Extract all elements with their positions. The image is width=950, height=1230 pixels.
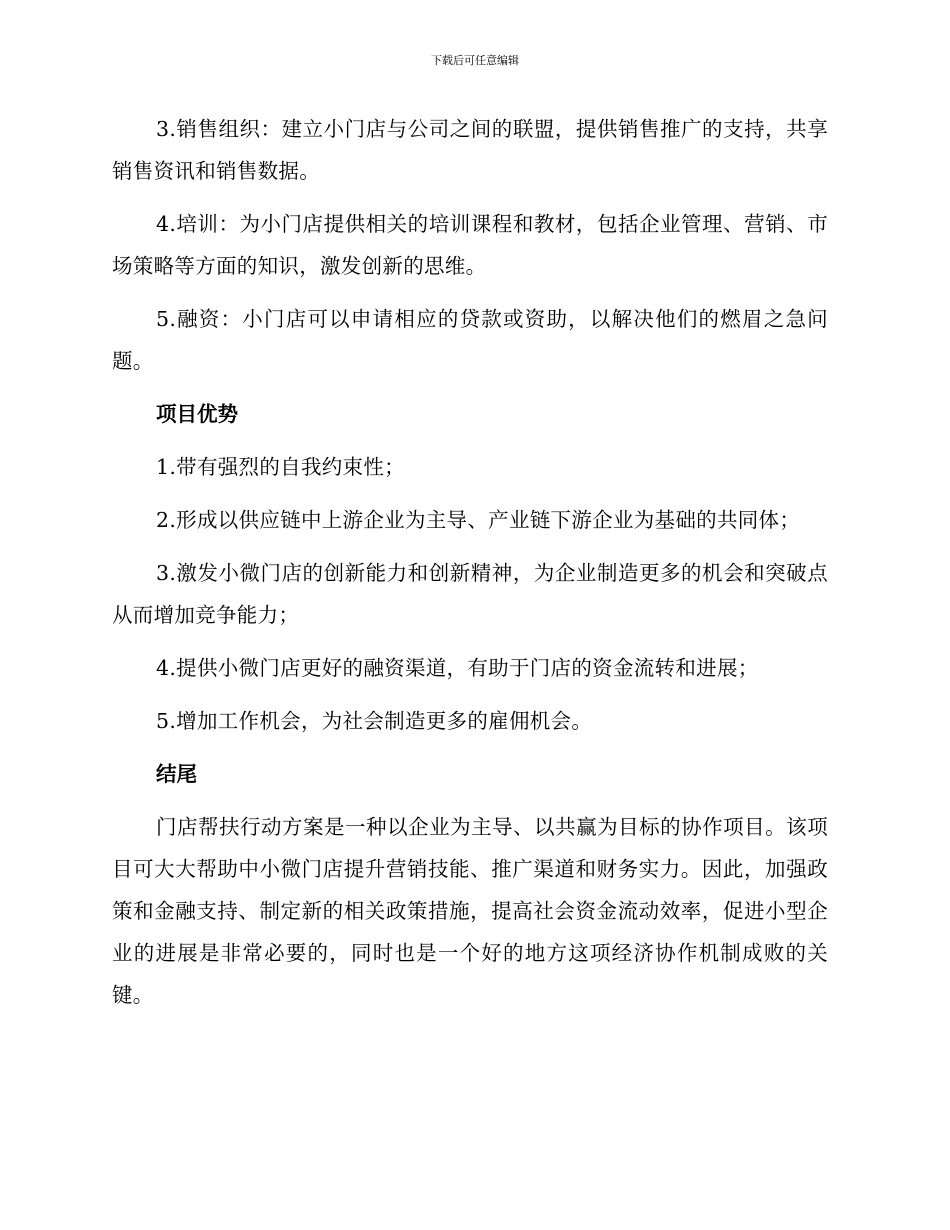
paragraph-sales-organization: 3.销售组织：建立小门店与公司之间的联盟，提供销售推广的支持，共享销售资讯和销售数据。: [112, 117, 828, 183]
section-heading-advantages: 项目优势: [156, 402, 238, 426]
advantage-item-5: 5.增加工作机会，为社会制造更多的雇佣机会。: [156, 709, 593, 733]
section-heading-conclusion: 结尾: [156, 762, 197, 786]
paragraph-conclusion: 门店帮扶行动方案是一种以企业为主导、以共赢为目标的协作项目。该项目可大大帮助中小微门店提升营销技能、推广渠道和财务实力。因此，加强政策和金融支持、制定新的相关政策措施，提高社会资金流动效率，促进小型企业的进展是非常必要的，同时也是一个好的地方这项经济协作机制成败的关键。: [112, 815, 828, 1007]
paragraph-training: 4.培训：为小门店提供相关的培训课程和教材，包括企业管理、营销、市场策略等方面的知识，激发创新的思维。: [112, 212, 828, 278]
advantage-item-1: 1.带有强烈的自我约束性；: [156, 455, 405, 479]
advantage-item-4: 4.提供小微门店更好的融资渠道，有助于门店的资金流转和进展；: [156, 656, 759, 680]
document-body: [112, 108, 828, 1027]
paragraph-financing: 5.融资：小门店可以申请相应的贷款或资助，以解决他们的燃眉之急问题。: [112, 307, 828, 373]
advantage-item-3: 3.激发小微门店的创新能力和创新精神，为企业制造更多的机会和突破点从而增加竞争能力；: [112, 561, 828, 627]
advantage-item-2: 2.形成以供应链中上游企业为主导、产业链下游企业为基础的共同体；: [156, 508, 801, 532]
page-header: 下载后可任意编辑: [431, 54, 519, 67]
